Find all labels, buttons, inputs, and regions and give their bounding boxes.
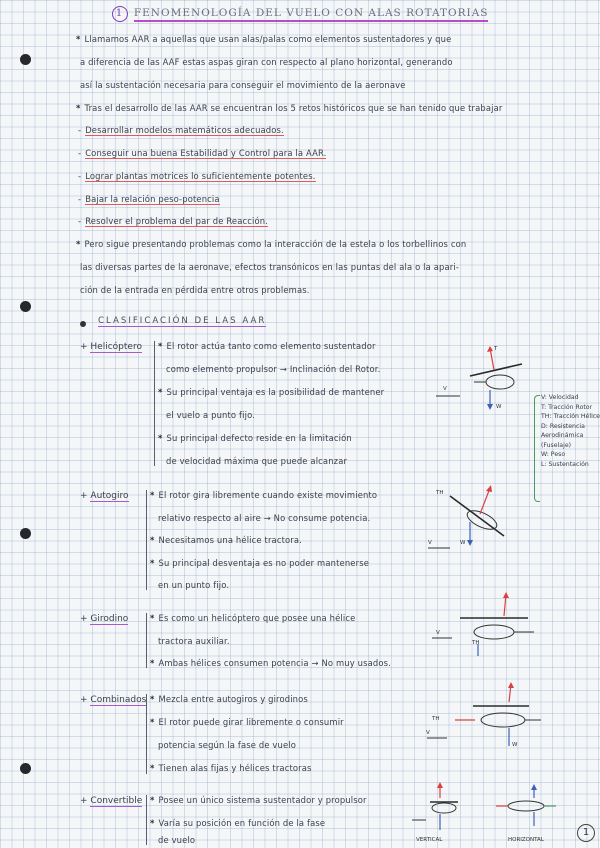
combinados-line: potencia según la fase de vuelo (158, 740, 297, 750)
convertible-line: de vuelo (158, 835, 196, 845)
category-girodino: + Girodino (80, 614, 129, 624)
girodino-line: tractora auxiliar. (158, 636, 230, 646)
diagram-label-w: W (460, 540, 466, 546)
diagram-label-th: TH (472, 640, 480, 646)
autogiro-line: * El rotor gira libremente cuando existe movimiento (150, 490, 378, 500)
intro-line: * Llamamos AAR a aquellas que usan alas/palas como elementos sustentadores y que (76, 34, 452, 44)
helicoptero-line: de velocidad máxima que puede alcanzar (166, 456, 348, 466)
brace (154, 341, 155, 466)
brace (146, 795, 147, 845)
diagram-label-th: TH (436, 490, 444, 496)
diagram-label-th: TH (432, 716, 440, 722)
reto-item: - Desarrollar modelos matemáticos adecuados. (78, 125, 284, 135)
girodino-diagram (430, 590, 540, 660)
legend-brace (534, 395, 540, 502)
section-title: CLASIFICACIÓN DE LAS AAR (98, 316, 267, 326)
helicoptero-line: * Su principal ventaja es la posibilidad de mantener (158, 387, 385, 397)
autogiro-line: relativo respecto al aire → No consume potencia. (158, 513, 371, 523)
category-convertible: + Convertible (80, 796, 143, 806)
intro-line: a diferencia de las AAF estas aspas giran con respecto al plano horizontal, generando (80, 57, 453, 67)
category-autogiro: + Autogiro (80, 491, 129, 501)
problems-line: ción de la entrada en pérdida entre otros problemas. (80, 285, 310, 295)
helicoptero-line: el vuelo a punto fijo. (166, 410, 256, 420)
helicopter-diagram (430, 340, 530, 420)
convertible-line: * Varía su posición en función de la fase (150, 818, 326, 828)
helicoptero-line: como elemento propulsor → Inclinación del Rotor. (166, 364, 381, 374)
diagram-label-t: T (494, 346, 498, 352)
binder-hole (20, 528, 31, 539)
intro-line: así la sustentación necesaria para conseguir el movimiento de la aeronave (80, 80, 406, 90)
diagram-label-w: W (496, 404, 502, 410)
category-combinados: + Combinados (80, 695, 147, 705)
binder-hole (20, 763, 31, 774)
problems-line: * Pero sigue presentando problemas como la interacción de la estela o los torbellinos con (76, 239, 467, 249)
convertible-line: * Posee un único sistema sustentador y propulsor (150, 795, 367, 805)
intro-line: * Tras el desarrollo de las AAR se encuentran los 5 retos históricos que se han tenido que trabajar (76, 103, 503, 113)
helicoptero-line: * El rotor actúa tanto como elemento sustentador (158, 341, 376, 351)
problems-line: las diversas partes de la aeronave, efectos transónicos en las puntas del ala o la apari- (80, 262, 460, 272)
diagram-label-w: W (512, 742, 518, 748)
convertible-vertical-diagram (410, 780, 470, 835)
combinados-line: * El rotor puede girar libremente o consumir (150, 717, 344, 727)
autogiro-line: en un punto fijo. (158, 580, 230, 590)
girodino-line: * Es como un helicóptero que posee una hélice (150, 613, 356, 623)
brace (146, 694, 147, 774)
diagram-label-v: V (426, 730, 430, 736)
combinados-line: * Tienen alas fijas y hélices tractoras (150, 763, 312, 773)
autogiro-diagram (420, 478, 520, 558)
diagram-label-horizontal: HORIZONTAL (508, 837, 544, 843)
diagram-label-vertical: VERTICAL (416, 837, 443, 843)
legend: V: Velocidad T: Tracción Rotor TH: Tracción Hélice D: Resistencia Aerodinámica (Fuselaje) W: Peso L: Sustentación (541, 394, 600, 468)
reto-item: - Bajar la relación peso-potencia (78, 194, 220, 204)
section-bullet (80, 321, 86, 327)
page-title (0, 6, 600, 22)
combinados-diagram (425, 682, 545, 752)
title-text: FENOMENOLOGÍA DEL VUELO CON ALAS ROTATORIAS (134, 7, 489, 22)
reto-item: - Resolver el problema del par de Reacción. (78, 216, 269, 226)
brace (146, 613, 147, 668)
autogiro-line: * Necesitamos una hélice tractora. (150, 535, 302, 545)
reto-item: - Lograr plantas motrices lo suficientemente potentes. (78, 171, 316, 181)
diagram-label-v: V (436, 630, 440, 636)
reto-item: - Conseguir una buena Estabilidad y Control para la AAR. (78, 148, 327, 158)
girodino-line: * Ambas hélices consumen potencia → No muy usados. (150, 658, 391, 668)
diagram-label-v: V (428, 540, 432, 546)
convertible-horizontal-diagram (490, 782, 560, 832)
title-number: 1 (112, 6, 128, 22)
diagram-label-v: V (443, 386, 447, 392)
autogiro-line: * Su principal desventaja es no poder mantenerse (150, 558, 370, 568)
binder-hole (20, 54, 31, 65)
category-helicoptero: + Helicóptero (80, 342, 142, 352)
combinados-line: * Mezcla entre autogiros y girodinos (150, 694, 308, 704)
helicoptero-line: * Su principal defecto reside en la limitación (158, 433, 352, 443)
brace (146, 490, 147, 590)
binder-hole (20, 301, 31, 312)
page-number: 1 (577, 824, 595, 842)
